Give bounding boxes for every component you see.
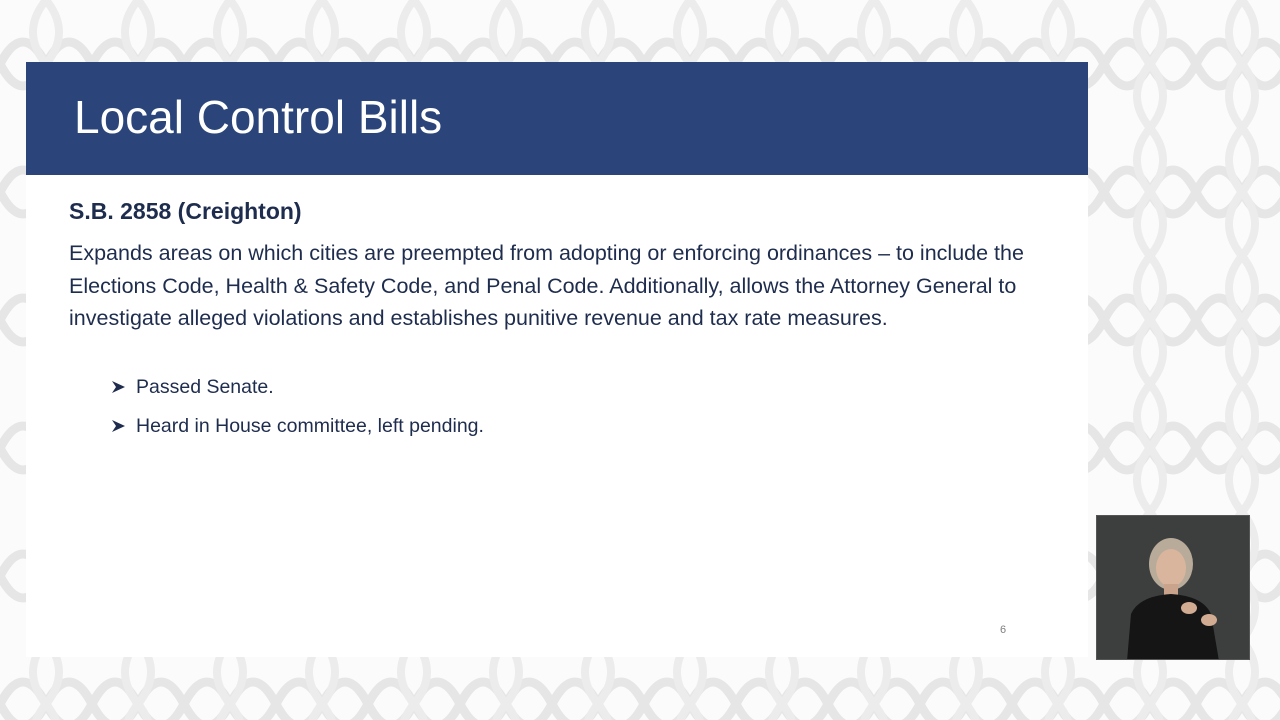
title-bar	[26, 62, 1088, 175]
status-bullet-text: Passed Senate.	[136, 375, 274, 398]
bill-heading: S.B. 2858 (Creighton)	[69, 198, 302, 224]
interpreter-video	[1096, 515, 1250, 660]
status-bullet-text: Heard in House committee, left pending.	[136, 414, 484, 437]
slide	[26, 62, 1088, 657]
status-bullet-item	[110, 413, 484, 439]
arrow-bullet-icon	[110, 379, 128, 395]
page-number: 6	[1000, 624, 1007, 636]
status-bullet-list	[110, 374, 484, 452]
arrow-bullet-icon	[110, 418, 128, 434]
status-bullet-item	[110, 374, 484, 400]
interpreter-figure	[1097, 516, 1250, 660]
slide-title: Local Control Bills	[74, 91, 443, 143]
bill-description: Expands areas on which cities are preempted from adopting or enforcing ordinances – to include the Elections Code, Health & Safety Code, and Penal Code. Additionally, allows the Attorney General to investigate alleged violations and establishes punitive revenue and tax rate measures.	[69, 241, 1024, 330]
